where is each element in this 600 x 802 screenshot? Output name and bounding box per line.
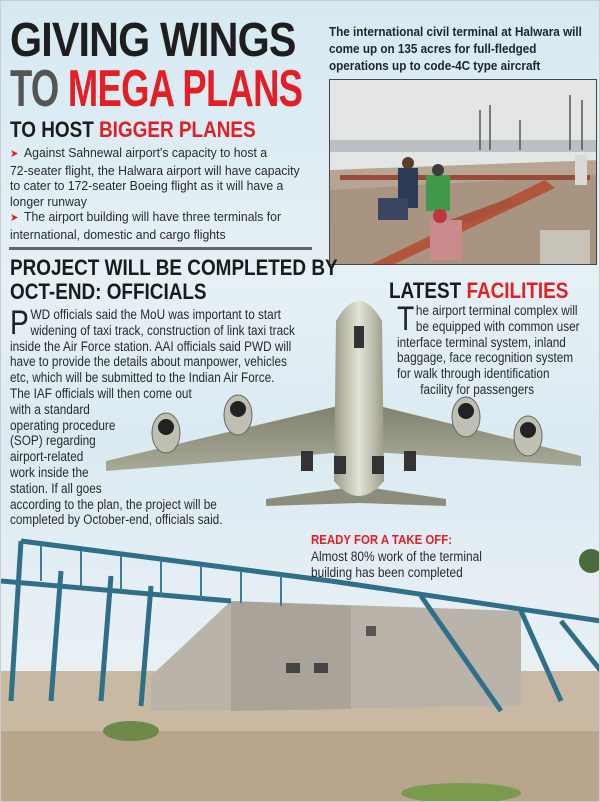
facilities-body	[397, 300, 580, 399]
bullet-line: international, domestic and cargo flights	[10, 226, 226, 242]
bullet-line: 72-seater flight, the Halwara airport will have capacity	[10, 162, 300, 178]
construction-site-photo	[329, 79, 597, 265]
caption-line: The international civil terminal at Halwara will	[329, 24, 582, 39]
bigger-planes-heading	[10, 118, 256, 142]
body-line: be equipped with common user	[415, 318, 580, 335]
heading-red: FACILITIES	[466, 278, 569, 303]
drop-cap: T	[397, 300, 415, 338]
heading-red: BIGGER PLANES	[99, 117, 256, 142]
body-line: (SOP) regarding	[10, 433, 96, 450]
arrow-icon: ➤	[10, 212, 19, 224]
body-line: The IAF officials will then come out	[10, 385, 192, 402]
facilities-heading	[389, 279, 568, 303]
body-line: airport-related	[10, 449, 84, 466]
heading-dark: LATEST	[389, 278, 462, 303]
bullet-line: to cater to 172-seater Boeing flight as it will have a	[10, 178, 284, 193]
section-divider	[9, 247, 312, 250]
body-line: operating procedure	[10, 417, 116, 434]
body-line: widening of taxi track, construction of link taxi track	[30, 322, 295, 339]
body-line: for walk through identification	[397, 366, 550, 383]
project-body	[10, 304, 295, 529]
bigger-planes-bullets	[10, 145, 300, 242]
body-line: station. If all goes	[10, 480, 102, 497]
headline-line1: GIVING WINGS	[10, 14, 296, 67]
drop-cap: P	[10, 304, 29, 342]
body-line: according to the plan, the project will be	[10, 496, 217, 513]
body-line: baggage, face recognition system	[397, 350, 574, 367]
photo-caption	[329, 23, 582, 74]
body-line: work inside the	[10, 464, 89, 481]
body-line: with a standard	[10, 401, 90, 418]
caption-line: operations up to code-4C type aircraft	[329, 58, 541, 73]
headline-line2	[10, 60, 303, 118]
caption-line: come up on 135 acres for full-fledged	[329, 41, 537, 56]
body-line: have to provide the details about manpower, vehicles	[10, 354, 287, 371]
body-line: completed by October-end, officials said.	[10, 512, 223, 529]
body-line: WD officials said the MoU was important to start	[30, 307, 281, 323]
bullet-line: The airport building will have three terminals for	[24, 209, 282, 224]
caption-line: Almost 80% work of the terminal	[311, 549, 482, 565]
project-heading-red: OCT-END: OFFICIALS	[10, 279, 207, 304]
body-line: interface terminal system, inland	[397, 334, 566, 351]
body-line: he airport terminal complex will	[415, 303, 578, 319]
ready-caption	[311, 550, 482, 582]
terminal-construction-photo	[1, 531, 600, 802]
body-line: inside the Air Force station. AAI officials said PWD will	[10, 338, 292, 355]
bullet-line: longer runway	[10, 193, 87, 209]
headline-mega-plans: MEGA PLANS	[67, 60, 303, 118]
arrow-icon: ➤	[10, 148, 19, 160]
bullet-line: Against Sahnewal airport's capacity to host a	[24, 145, 268, 160]
headline-to: TO	[10, 60, 59, 118]
project-heading: PROJECT WILL BE COMPLETED BY	[10, 255, 338, 280]
caption-line: building has been completed	[311, 564, 463, 581]
body-line: facility for passengers	[420, 381, 535, 398]
bullet-item	[10, 209, 300, 242]
ready-heading: READY FOR A TAKE OFF:	[311, 532, 453, 547]
heading-dark: TO HOST	[10, 117, 94, 142]
body-line: etc, which will be submitted to the Indian Air Force.	[10, 370, 275, 387]
bullet-item	[10, 145, 300, 209]
